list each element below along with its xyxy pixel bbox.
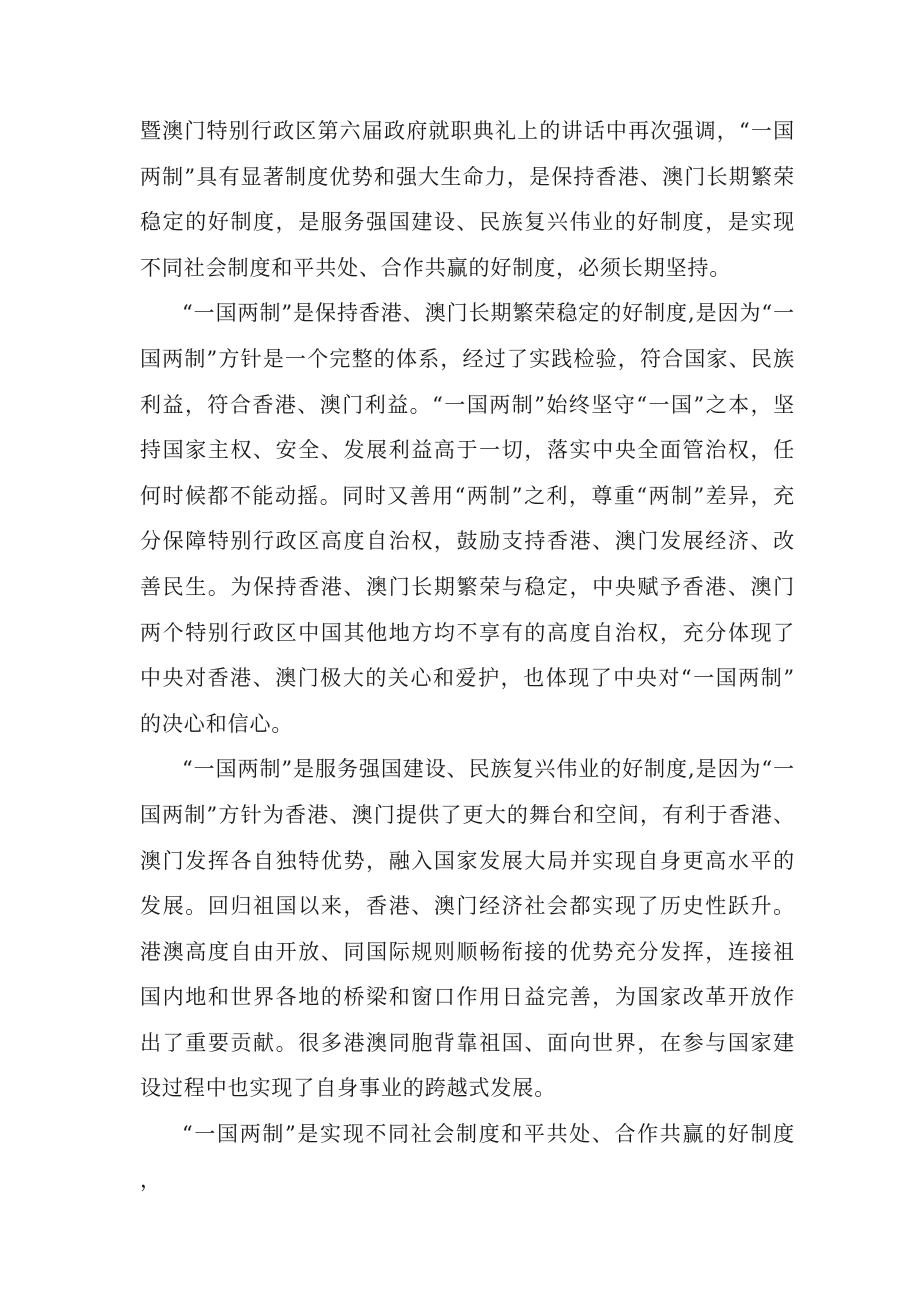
paragraph-1: 暨澳门特别行政区第六届政府就职典礼上的讲话中再次强调，“一国两制”具有显著制度优势和强大生命力，是保持香港、澳门长期繁荣稳定的好制度，是服务强国建设、民族复兴伟业的好制度，是实现不同社会制度和平共处、合作共赢的好制度，必须长期坚持。 <box>140 119 795 280</box>
paragraph-2: “一国两制”是保持香港、澳门长期繁荣稳定的好制度,是因为“一国两制”方针是一个完整的体系，经过了实践检验，符合国家、民族利益，符合香港、澳门利益。“一国两制”始终坚守“一国”之本，坚持国家主权、安全、发展利益高于一切，落实中央全面管治权，任何时候都不能动摇。同时又善用“两制”之利，尊重“两制”差异，充分保障特别行政区高度自治权，鼓励支持香港、澳门发展经济、改善民生。为保持香港、澳门长期繁荣与稳定，中央赋予香港、澳门两个特别行政区中国其他地方均不享有的高度自治权，充分体现了中央对香港、澳门极大的关心和爱护，也体现了中央对“一国两制”的决心和信心。 <box>140 301 795 736</box>
paragraph-3: “一国两制”是服务强国建设、民族复兴伟业的好制度,是因为“一国两制”方针为香港、澳门提供了更大的舞台和空间，有利于香港、澳门发挥各自独特优势，融入国家发展大局并实现自身更高水平的发展。回归祖国以来，香港、澳门经济社会都实现了历史性跃升。港澳高度自由开放、同国际规则顺畅衔接的优势充分发挥，连接祖国内地和世界各地的桥梁和窗口作用日益完善，为国家改革开放作出了重要贡献。很多港澳同胞背靠祖国、面向世界，在参与国家建设过程中也实现了自身事业的跨越式发展。 <box>140 757 795 1101</box>
paragraph-4: “一国两制”是实现不同社会制度和平共处、合作共赢的好制度， <box>140 1122 795 1192</box>
document-body <box>140 109 795 1203</box>
